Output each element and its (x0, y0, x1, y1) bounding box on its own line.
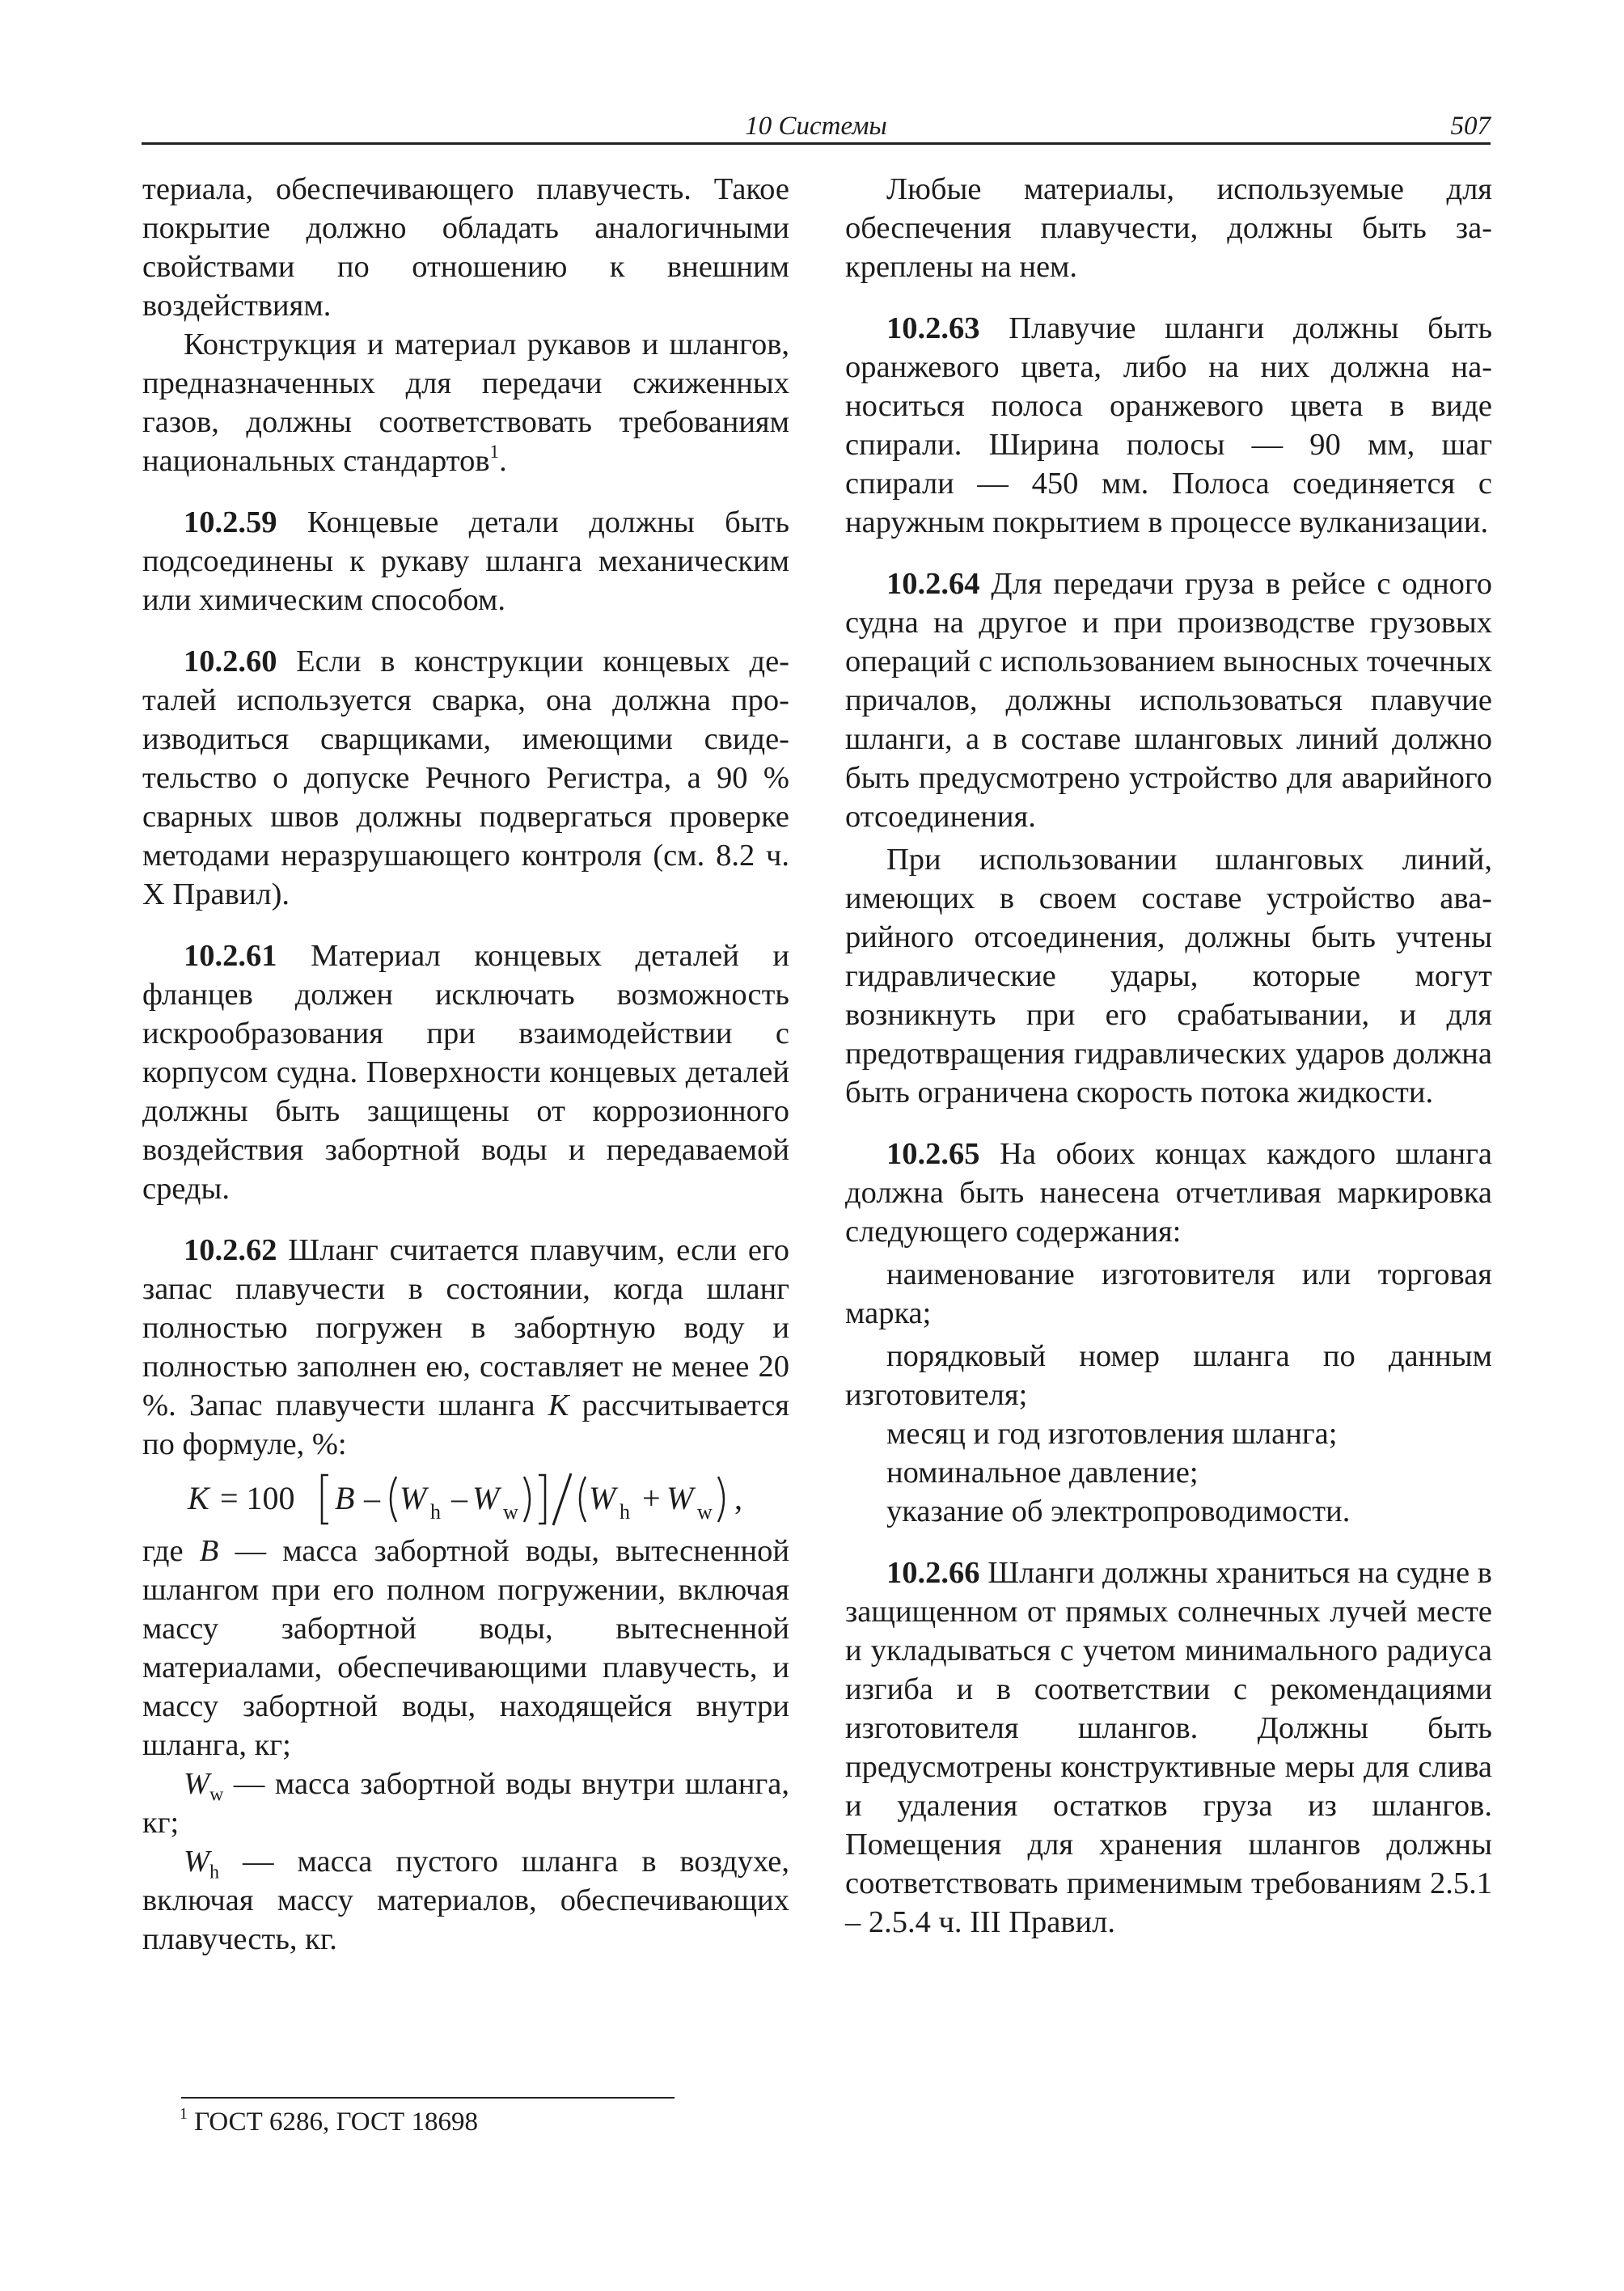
footnote-ref: 1 (489, 441, 500, 463)
formula-sub-w1: w (503, 1500, 518, 1524)
clause-number: 10.2.61 (184, 939, 277, 973)
clause-number: 10.2.63 (886, 311, 980, 345)
left-column (142, 170, 789, 1959)
formula-w4: W (666, 1480, 694, 1516)
list-item: порядковый номер шланга по данным изготовителя; (845, 1339, 1492, 1412)
footnote-mark: 1 (180, 2105, 188, 2123)
clause-10-2-61: 10.2.61 Материал концевых деталей и фланцев должен исключать возможность искрообразования при взаимодействии с корпусом судна. Поверхности концевых деталей должны быть защищены от коррозионного воздействия забортной воды и передаваемой среды. (142, 939, 789, 1206)
list-item: номинальное давление; (886, 1456, 1199, 1490)
list-item: наименование изготовителя или торговая марка; (845, 1258, 1492, 1330)
formula-w3: W (589, 1480, 616, 1516)
list-item: указание об электропроводимости. (886, 1494, 1351, 1528)
clause-10-2-60: 10.2.60 Если в конструкции концевых деталей используется сварка, она должна производиться сварщиками, имеющими свидетельство о допуске Речного Регистра, а 90 % сварных швов должны подвергаться проверке методами неразрушающего контроля (см. 8.2 ч. X Правил). (142, 645, 789, 911)
formula-comma: , (734, 1480, 742, 1516)
page-number: 507 (1450, 112, 1491, 141)
paragraph-hydraulic-shock: При использовании шланговых линий, имеющих в своем составе устройство аварийного отсоединения, должны быть учтены гидравлические удары, которые могут возникнуть при его срабатывании, и для предотвращения гидравлических ударов должна быть ограничена скорость потока жидкости. (845, 843, 1492, 1110)
clause-10-2-65: 10.2.65 На обоих концах каждого шланга должна быть нанесена отчетливая маркировка следующего содержания: (845, 1137, 1492, 1249)
clause-number: 10.2.65 (886, 1137, 980, 1171)
formula-svg (184, 1467, 767, 1532)
right-column (845, 170, 1492, 1942)
where-b-definition: где B — масса забортной воды, вытесненной шлангом при его полном погружении, включая массу забортной воды, вытесненной материалами, обеспечивающими плавучесть, и массу забортной воды, находящейся внутри шланга, кг; (142, 1534, 789, 1762)
clause-number: 10.2.60 (184, 645, 277, 678)
clause-number: 10.2.62 (184, 1233, 277, 1267)
buoyancy-formula (184, 1467, 789, 1532)
paragraph-continuation: териала, обеспечивающего плавучесть. Такое покрытие должно обладать аналогичными свойствами по отношению к внешним воздействиям. (142, 172, 789, 323)
formula-minus: – (364, 1480, 380, 1516)
formula-w2: W (472, 1480, 500, 1516)
clause-10-2-66: 10.2.66 Шланги должны храниться на судне в защищенном от прямых солнечных лучей месте и укладываться с учетом минимального радиуса изгиба и в соответствии с рекомендациями изготовителя шлангов. Должны быть предусмотрены конструктивные меры для слива и удаления остатков груза из шлангов. Помещения для хранения шлангов должны соответствовать применимым требованиям 2.5.1 – 2.5.4 ч. III Правил. (845, 1556, 1492, 1939)
list-item: месяц и год изготовления шланга; (886, 1417, 1338, 1451)
formula-eq: = 100 (220, 1480, 295, 1516)
ww-definition: $W_w$ — масса забортной воды внутри шланга, кг; (142, 1767, 789, 1840)
clause-10-2-64: 10.2.64 Для передачи груза в рейсе с одного судна на другое и при производстве грузовых операций с использованием выносных точечных причалов, должны использоваться плавучие шланги, а в составе шланговых линий должно быть предусмотрено устройство для аварийного отсоединения. (845, 567, 1492, 834)
clause-number: 10.2.66 (886, 1556, 980, 1590)
paragraph-materials: Любые материалы, используемые для обеспечения плавучести, должны быть закреплены на нем. (845, 172, 1492, 284)
clause-number: 10.2.59 (184, 505, 277, 539)
formula-sub-w2: w (697, 1500, 713, 1524)
formula-k: K (188, 1480, 209, 1516)
clause-number: 10.2.64 (886, 567, 980, 601)
formula-plus: + (642, 1480, 661, 1516)
section-title: 10 Системы (745, 112, 887, 141)
formula-sub-h1: h (430, 1500, 441, 1524)
formula-w1: W (400, 1480, 427, 1516)
footnote-separator (181, 2097, 675, 2099)
formula-sub-h2: h (620, 1500, 630, 1524)
formula-b: B (335, 1480, 355, 1516)
clause-10-2-62: 10.2.62 Шланг считается плавучим, если его запас плавучести в состоянии, когда шланг полностью погружен в забортную воду и полностью заполнен ею, составляет не менее 20 %. Запас плавучести шланга K рассчитывается по формуле, %: (142, 1233, 789, 1461)
clause-10-2-59: 10.2.59 Концевые детали должны быть подсоединены к рукаву шланга механическим или химическим способом. (142, 505, 789, 617)
footnote: $^1$ ГОСТ 6286, ГОСТ 18698 (180, 2105, 478, 2137)
running-header (142, 110, 1491, 145)
clause-10-2-63: 10.2.63 Плавучие шланги должны быть оранжевого цвета, либо на них должна наноситься полоса оранжевого цвета в виде спирали. Ширина полосы — 90 мм, шаг спирали — 450 мм. Полоса соединяется с наружным покрытием в процессе вулканизации. (845, 311, 1492, 539)
formula-minus2: – (451, 1480, 467, 1516)
paragraph-liquefied-gas: Конструкция и материал рукавов и шлангов, предназначенных для передачи сжиженных газов, должны соответствовать требованиям национальных стандартов$^1$. (142, 328, 789, 478)
wh-definition: $W_h$ — масса пустого шланга в воздухе, включая массу материалов, обеспечивающих плавучесть, кг. (142, 1845, 789, 1956)
